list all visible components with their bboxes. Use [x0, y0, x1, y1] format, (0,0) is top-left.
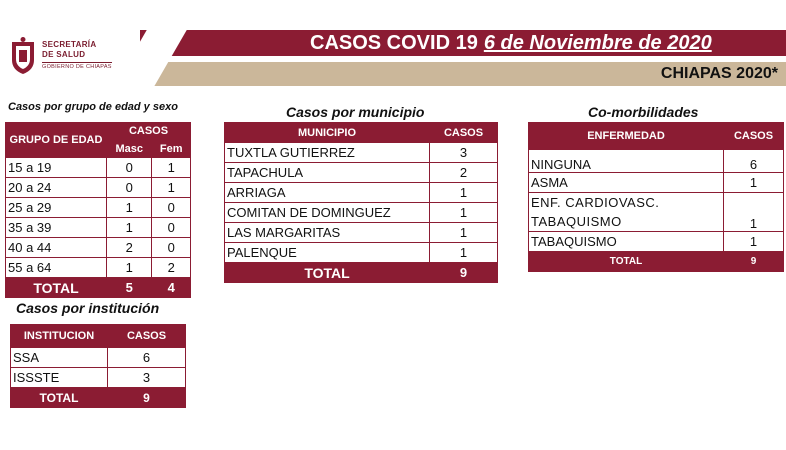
- total-label: TOTAL: [6, 278, 107, 298]
- enfermedad-count: 6: [724, 150, 784, 173]
- municipio-count: 1: [430, 223, 498, 243]
- total-count: 9: [430, 263, 498, 283]
- enfermedad-name: TABAQUISMO: [529, 232, 724, 252]
- edad-col-fem: Fem: [152, 140, 191, 158]
- edad-col-group: GRUPO DE EDAD: [6, 123, 107, 158]
- title-date: 6 de Noviembre de 2020: [483, 32, 712, 54]
- comorb-section-title: Co-morbilidades: [588, 104, 699, 120]
- table-row: [6, 218, 191, 238]
- enfermedad-name: ASMA: [529, 173, 724, 193]
- municipio-name: COMITAN DE DOMINGUEZ: [225, 203, 430, 223]
- total-label: TOTAL: [529, 252, 724, 272]
- municipio-name: LAS MARGARITAS: [225, 223, 430, 243]
- age-group: 15 a 19: [6, 158, 107, 178]
- enfermedad-name: NINGUNA: [529, 150, 724, 173]
- table-row: [529, 232, 784, 252]
- edad-col-masc: Masc: [107, 140, 152, 158]
- municipio-name: TUXTLA GUTIERREZ: [225, 143, 430, 163]
- page-subtitle: CHIAPAS 2020*: [660, 65, 778, 82]
- fem-count: 1: [152, 178, 191, 198]
- table-row: [225, 163, 498, 183]
- institucion-name: SSA: [11, 348, 108, 368]
- table-row: [225, 243, 498, 263]
- table-row: [11, 368, 186, 388]
- municipio-count: 1: [430, 243, 498, 263]
- total-count: 9: [724, 252, 784, 272]
- edad-col-casos: CASOS: [107, 123, 191, 141]
- masc-count: 1: [107, 258, 152, 278]
- municipio-col-casos: CASOS: [430, 123, 498, 143]
- enfermedad-count: 1: [724, 232, 784, 252]
- total-row: [6, 278, 191, 298]
- masc-count: 2: [107, 238, 152, 258]
- total-masc: 5: [107, 278, 152, 298]
- municipio-count: 1: [430, 183, 498, 203]
- age-group: 35 a 39: [6, 218, 107, 238]
- logo: [8, 36, 138, 80]
- logo-line2: DE SALUD: [42, 50, 86, 59]
- edad-section-title: Casos por grupo de edad y sexo: [8, 101, 178, 113]
- table-row: [529, 173, 784, 193]
- enfermedad-count: 1: [724, 173, 784, 193]
- municipio-name: ARRIAGA: [225, 183, 430, 203]
- comorb-col-enf: ENFERMEDAD: [529, 123, 724, 150]
- enfermedad-name: ENF. CARDIOVASC. TABAQUISMO: [529, 193, 724, 232]
- municipio-section-title: Casos por municipio: [286, 104, 425, 120]
- table-row: [225, 143, 498, 163]
- institucion-col-name: INSTITUCION: [11, 325, 108, 348]
- edad-table: [5, 122, 191, 298]
- table-row: [11, 348, 186, 368]
- institucion-table: [10, 324, 186, 408]
- comorb-col-casos: CASOS: [724, 123, 784, 150]
- municipio-col-name: MUNICIPIO: [225, 123, 430, 143]
- table-row: [6, 238, 191, 258]
- age-group: 40 a 44: [6, 238, 107, 258]
- total-row: [529, 252, 784, 272]
- masc-count: 1: [107, 198, 152, 218]
- table-row: [6, 158, 191, 178]
- page-title: [310, 30, 712, 56]
- masc-count: 0: [107, 158, 152, 178]
- fem-count: 0: [152, 198, 191, 218]
- enfermedad-count: 1: [724, 193, 784, 232]
- fem-count: 0: [152, 238, 191, 258]
- masc-count: 0: [107, 178, 152, 198]
- total-label: TOTAL: [11, 388, 108, 408]
- table-row: [529, 150, 784, 173]
- fem-count: 2: [152, 258, 191, 278]
- age-group: 55 a 64: [6, 258, 107, 278]
- coat-of-arms-icon: [8, 36, 38, 76]
- institucion-name: ISSSTE: [11, 368, 108, 388]
- fem-count: 0: [152, 218, 191, 238]
- total-fem: 4: [152, 278, 191, 298]
- municipio-table: [224, 122, 498, 283]
- municipio-name: TAPACHULA: [225, 163, 430, 183]
- age-group: 20 a 24: [6, 178, 107, 198]
- table-row: [6, 258, 191, 278]
- municipio-count: 3: [430, 143, 498, 163]
- total-row: [11, 388, 186, 408]
- total-row: [225, 263, 498, 283]
- table-row: [225, 183, 498, 203]
- table-row: [225, 223, 498, 243]
- institucion-count: 6: [108, 348, 186, 368]
- table-row: [6, 198, 191, 218]
- institucion-section-title: Casos por institución: [16, 300, 160, 316]
- comorb-table: [528, 122, 784, 272]
- institucion-col-casos: CASOS: [108, 325, 186, 348]
- logo-line3: GOBIERNO DE CHIAPAS: [42, 64, 112, 70]
- table-row: [6, 178, 191, 198]
- table-row: [529, 193, 784, 232]
- total-label: TOTAL: [225, 263, 430, 283]
- logo-line1: SECRETARÍA: [42, 40, 97, 49]
- table-row: [225, 203, 498, 223]
- institucion-count: 3: [108, 368, 186, 388]
- municipio-count: 2: [430, 163, 498, 183]
- masc-count: 1: [107, 218, 152, 238]
- total-count: 9: [108, 388, 186, 408]
- municipio-name: PALENQUE: [225, 243, 430, 263]
- fem-count: 1: [152, 158, 191, 178]
- age-group: 25 a 29: [6, 198, 107, 218]
- title-text: CASOS COVID 19: [310, 32, 478, 54]
- municipio-count: 1: [430, 203, 498, 223]
